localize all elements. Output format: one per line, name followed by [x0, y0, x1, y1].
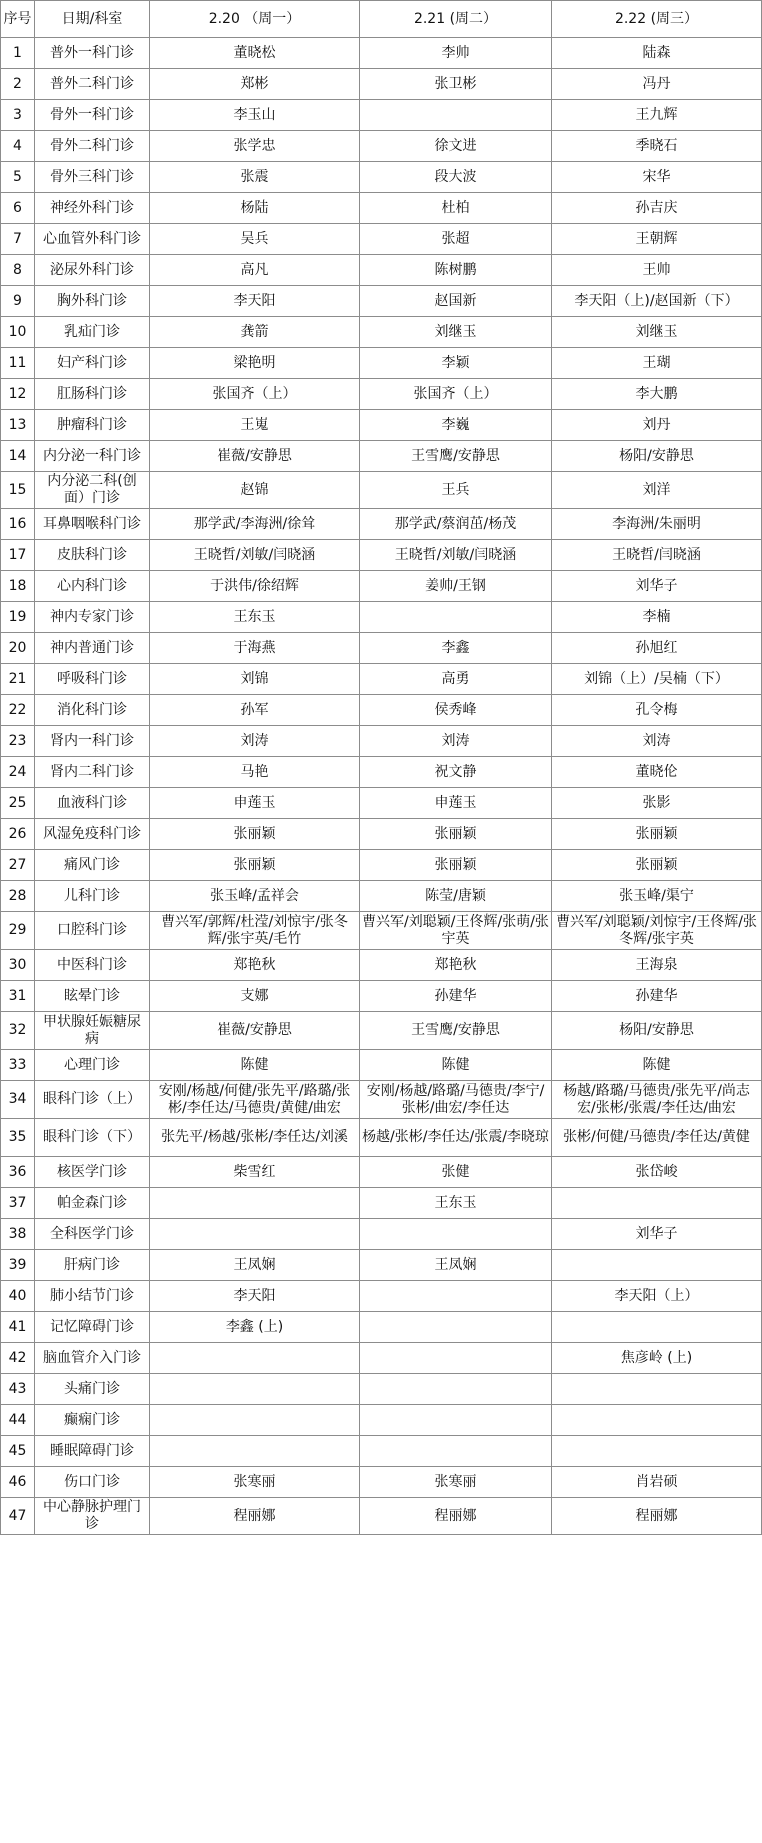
doctor-day-1 — [150, 1436, 360, 1467]
row-number: 7 — [1, 224, 35, 255]
row-number: 6 — [1, 193, 35, 224]
department-name: 骨外一科门诊 — [35, 100, 150, 131]
table-row — [1, 1467, 762, 1498]
department-name: 骨外三科门诊 — [35, 162, 150, 193]
row-number: 31 — [1, 981, 35, 1012]
schedule-body — [1, 38, 762, 1535]
table-row — [1, 602, 762, 633]
doctor-day-1 — [150, 1188, 360, 1219]
row-number: 43 — [1, 1374, 35, 1405]
row-number: 25 — [1, 788, 35, 819]
row-number: 23 — [1, 726, 35, 757]
doctor-day-2 — [360, 1343, 552, 1374]
doctor-day-3 — [552, 1436, 762, 1467]
doctor-day-2: 李鑫 — [360, 633, 552, 664]
doctor-day-2: 孙建华 — [360, 981, 552, 1012]
doctor-day-3: 孙旭红 — [552, 633, 762, 664]
doctor-day-1: 梁艳明 — [150, 348, 360, 379]
department-name: 风湿免疫科门诊 — [35, 819, 150, 850]
row-number: 4 — [1, 131, 35, 162]
doctor-day-2: 张卫彬 — [360, 69, 552, 100]
table-row — [1, 441, 762, 472]
table-row — [1, 162, 762, 193]
doctor-day-1: 张学忠 — [150, 131, 360, 162]
doctor-day-2: 李巍 — [360, 410, 552, 441]
doctor-day-3 — [552, 1250, 762, 1281]
table-row — [1, 1219, 762, 1250]
doctor-day-1: 刘涛 — [150, 726, 360, 757]
doctor-day-3: 刘华子 — [552, 571, 762, 602]
table-row — [1, 193, 762, 224]
doctor-day-1: 赵锦 — [150, 472, 360, 509]
table-row — [1, 1119, 762, 1157]
doctor-day-3: 杨阳/安静思 — [552, 1012, 762, 1050]
doctor-day-2: 李帅 — [360, 38, 552, 69]
table-row — [1, 1312, 762, 1343]
doctor-day-1: 吴兵 — [150, 224, 360, 255]
row-number: 11 — [1, 348, 35, 379]
department-name: 肝病门诊 — [35, 1250, 150, 1281]
table-row — [1, 819, 762, 850]
row-number: 34 — [1, 1081, 35, 1119]
doctor-day-3: 杨越/路璐/马德贵/张先平/尚志宏/张彬/张震/李任达/曲宏 — [552, 1081, 762, 1119]
row-number: 39 — [1, 1250, 35, 1281]
doctor-day-3: 李海洲/朱丽明 — [552, 509, 762, 540]
row-number: 18 — [1, 571, 35, 602]
doctor-day-3: 李大鹏 — [552, 379, 762, 410]
doctor-day-2: 王东玉 — [360, 1188, 552, 1219]
row-number: 19 — [1, 602, 35, 633]
doctor-day-1: 崔薇/安静思 — [150, 1012, 360, 1050]
doctor-day-1: 陈健 — [150, 1050, 360, 1081]
doctor-day-3: 季晓石 — [552, 131, 762, 162]
doctor-day-2: 姜帅/王钢 — [360, 571, 552, 602]
doctor-day-1: 于洪伟/徐绍辉 — [150, 571, 360, 602]
table-row — [1, 664, 762, 695]
doctor-day-1: 张震 — [150, 162, 360, 193]
row-number: 33 — [1, 1050, 35, 1081]
row-number: 37 — [1, 1188, 35, 1219]
department-name: 全科医学门诊 — [35, 1219, 150, 1250]
doctor-day-2: 申莲玉 — [360, 788, 552, 819]
row-number: 46 — [1, 1467, 35, 1498]
doctor-day-3: 杨阳/安静思 — [552, 441, 762, 472]
doctor-day-2: 张寒丽 — [360, 1467, 552, 1498]
row-number: 12 — [1, 379, 35, 410]
doctor-day-3: 孙吉庆 — [552, 193, 762, 224]
doctor-day-2 — [360, 1281, 552, 1312]
row-number: 29 — [1, 912, 35, 950]
table-row — [1, 950, 762, 981]
row-number: 47 — [1, 1498, 35, 1535]
row-number: 45 — [1, 1436, 35, 1467]
doctor-day-2: 段大波 — [360, 162, 552, 193]
row-number: 10 — [1, 317, 35, 348]
doctor-day-1: 李鑫 (上) — [150, 1312, 360, 1343]
row-number: 22 — [1, 695, 35, 726]
doctor-day-3: 张岱峻 — [552, 1157, 762, 1188]
department-name: 核医学门诊 — [35, 1157, 150, 1188]
row-number: 26 — [1, 819, 35, 850]
row-number: 24 — [1, 757, 35, 788]
doctor-day-3: 宋华 — [552, 162, 762, 193]
department-name: 妇产科门诊 — [35, 348, 150, 379]
table-row — [1, 69, 762, 100]
doctor-day-2: 王晓哲/刘敏/闫晓涵 — [360, 540, 552, 571]
department-name: 乳疝门诊 — [35, 317, 150, 348]
doctor-day-3: 程丽娜 — [552, 1498, 762, 1535]
department-name: 眩晕门诊 — [35, 981, 150, 1012]
doctor-day-3: 李天阳（上)/赵国新（下） — [552, 286, 762, 317]
row-number: 27 — [1, 850, 35, 881]
doctor-day-3: 冯丹 — [552, 69, 762, 100]
doctor-day-2 — [360, 1436, 552, 1467]
department-name: 睡眠障碍门诊 — [35, 1436, 150, 1467]
table-row — [1, 757, 762, 788]
doctor-day-1: 刘锦 — [150, 664, 360, 695]
doctor-day-2 — [360, 602, 552, 633]
doctor-day-1: 曹兴军/郭辉/杜滢/刘惊宇/张冬辉/张宇英/毛竹 — [150, 912, 360, 950]
table-row — [1, 633, 762, 664]
doctor-day-1 — [150, 1405, 360, 1436]
doctor-day-3: 陈健 — [552, 1050, 762, 1081]
doctor-day-2 — [360, 1312, 552, 1343]
row-number: 15 — [1, 472, 35, 509]
doctor-day-2: 王兵 — [360, 472, 552, 509]
table-row — [1, 472, 762, 509]
doctor-day-2: 王雪鹰/安静思 — [360, 1012, 552, 1050]
doctor-day-3: 刘华子 — [552, 1219, 762, 1250]
doctor-day-3: 刘锦（上）/吴楠（下） — [552, 664, 762, 695]
department-name: 肾内一科门诊 — [35, 726, 150, 757]
table-row — [1, 224, 762, 255]
doctor-day-3 — [552, 1405, 762, 1436]
row-number: 17 — [1, 540, 35, 571]
doctor-day-3: 李楠 — [552, 602, 762, 633]
doctor-day-1: 程丽娜 — [150, 1498, 360, 1535]
row-number: 1 — [1, 38, 35, 69]
doctor-day-2: 陈莹/唐颖 — [360, 881, 552, 912]
doctor-day-3: 曹兴军/刘聪颖/刘惊宇/王佟辉/张冬辉/张宇英 — [552, 912, 762, 950]
department-name: 内分泌一科门诊 — [35, 441, 150, 472]
doctor-day-3: 张丽颖 — [552, 850, 762, 881]
doctor-day-2: 张国齐（上） — [360, 379, 552, 410]
doctor-day-2 — [360, 100, 552, 131]
row-number: 20 — [1, 633, 35, 664]
doctor-day-1: 王东玉 — [150, 602, 360, 633]
department-name: 中医科门诊 — [35, 950, 150, 981]
table-row — [1, 379, 762, 410]
table-row — [1, 1374, 762, 1405]
row-number: 32 — [1, 1012, 35, 1050]
row-number: 40 — [1, 1281, 35, 1312]
doctor-day-2: 李颖 — [360, 348, 552, 379]
doctor-day-1 — [150, 1219, 360, 1250]
doctor-day-1: 柴雪红 — [150, 1157, 360, 1188]
doctor-day-2 — [360, 1219, 552, 1250]
doctor-day-1: 王凤娴 — [150, 1250, 360, 1281]
department-name: 消化科门诊 — [35, 695, 150, 726]
table-row — [1, 38, 762, 69]
row-number: 30 — [1, 950, 35, 981]
table-row — [1, 317, 762, 348]
table-row — [1, 286, 762, 317]
doctor-day-2: 那学武/蔡润茁/杨茂 — [360, 509, 552, 540]
department-name: 口腔科门诊 — [35, 912, 150, 950]
doctor-day-1 — [150, 1374, 360, 1405]
department-name: 内分泌二科(创面）门诊 — [35, 472, 150, 509]
department-name: 胸外科门诊 — [35, 286, 150, 317]
department-name: 血液科门诊 — [35, 788, 150, 819]
doctor-day-3: 刘洋 — [552, 472, 762, 509]
row-number: 5 — [1, 162, 35, 193]
doctor-day-3 — [552, 1188, 762, 1219]
doctor-day-3: 王九辉 — [552, 100, 762, 131]
doctor-day-2: 张超 — [360, 224, 552, 255]
department-name: 伤口门诊 — [35, 1467, 150, 1498]
row-number: 13 — [1, 410, 35, 441]
doctor-day-3: 孔令梅 — [552, 695, 762, 726]
doctor-day-1: 申莲玉 — [150, 788, 360, 819]
doctor-day-3: 孙建华 — [552, 981, 762, 1012]
doctor-day-3: 王瑚 — [552, 348, 762, 379]
row-number: 21 — [1, 664, 35, 695]
table-row — [1, 1436, 762, 1467]
doctor-day-3: 陆森 — [552, 38, 762, 69]
doctor-day-1: 高凡 — [150, 255, 360, 286]
header-day-1: 2.20 （周一） — [150, 1, 360, 38]
row-number: 41 — [1, 1312, 35, 1343]
table-row — [1, 695, 762, 726]
doctor-day-2: 张健 — [360, 1157, 552, 1188]
table-row — [1, 788, 762, 819]
row-number: 42 — [1, 1343, 35, 1374]
doctor-day-2: 陈树鹏 — [360, 255, 552, 286]
doctor-day-3: 王晓哲/闫晓涵 — [552, 540, 762, 571]
header-no: 序号 — [1, 1, 35, 38]
doctor-day-1: 李天阳 — [150, 1281, 360, 1312]
doctor-day-1: 那学武/李海洲/徐耸 — [150, 509, 360, 540]
table-row — [1, 1281, 762, 1312]
doctor-day-1: 孙军 — [150, 695, 360, 726]
table-row — [1, 255, 762, 286]
doctor-day-1: 张先平/杨越/张彬/李任达/刘溪 — [150, 1119, 360, 1157]
doctor-day-2: 王凤娴 — [360, 1250, 552, 1281]
department-name: 帕金森门诊 — [35, 1188, 150, 1219]
department-name: 呼吸科门诊 — [35, 664, 150, 695]
doctor-day-1: 杨陆 — [150, 193, 360, 224]
department-name: 心理门诊 — [35, 1050, 150, 1081]
row-number: 8 — [1, 255, 35, 286]
table-row — [1, 1012, 762, 1050]
header-day-2: 2.21 (周二） — [360, 1, 552, 38]
department-name: 耳鼻咽喉科门诊 — [35, 509, 150, 540]
department-name: 头痛门诊 — [35, 1374, 150, 1405]
department-name: 普外二科门诊 — [35, 69, 150, 100]
doctor-day-1: 张丽颖 — [150, 850, 360, 881]
doctor-day-2: 刘涛 — [360, 726, 552, 757]
row-number: 3 — [1, 100, 35, 131]
doctor-day-2: 王雪鹰/安静思 — [360, 441, 552, 472]
doctor-day-3: 王海泉 — [552, 950, 762, 981]
doctor-day-1: 董晓松 — [150, 38, 360, 69]
table-row — [1, 1188, 762, 1219]
doctor-day-1: 李玉山 — [150, 100, 360, 131]
header-row — [1, 1, 762, 38]
table-row — [1, 410, 762, 441]
doctor-day-2 — [360, 1374, 552, 1405]
table-row — [1, 509, 762, 540]
doctor-day-1: 李天阳 — [150, 286, 360, 317]
doctor-day-1: 王嵬 — [150, 410, 360, 441]
doctor-day-2 — [360, 1405, 552, 1436]
department-name: 肛肠科门诊 — [35, 379, 150, 410]
doctor-day-3: 肖岩硕 — [552, 1467, 762, 1498]
table-row — [1, 881, 762, 912]
doctor-day-2: 高勇 — [360, 664, 552, 695]
row-number: 9 — [1, 286, 35, 317]
doctor-day-2: 侯秀峰 — [360, 695, 552, 726]
doctor-day-2: 徐文进 — [360, 131, 552, 162]
department-name: 眼科门诊（上） — [35, 1081, 150, 1119]
row-number: 35 — [1, 1119, 35, 1157]
doctor-day-1: 张丽颖 — [150, 819, 360, 850]
department-name: 神内专家门诊 — [35, 602, 150, 633]
doctor-day-2: 张丽颖 — [360, 819, 552, 850]
table-row — [1, 850, 762, 881]
department-name: 眼科门诊（下） — [35, 1119, 150, 1157]
row-number: 38 — [1, 1219, 35, 1250]
doctor-day-2: 安刚/杨越/路璐/马德贵/李宁/张彬/曲宏/李任达 — [360, 1081, 552, 1119]
table-row — [1, 1498, 762, 1535]
table-row — [1, 100, 762, 131]
doctor-day-2: 程丽娜 — [360, 1498, 552, 1535]
department-name: 儿科门诊 — [35, 881, 150, 912]
doctor-day-1: 王晓哲/刘敏/闫晓涵 — [150, 540, 360, 571]
doctor-day-3: 刘继玉 — [552, 317, 762, 348]
doctor-day-1: 崔薇/安静思 — [150, 441, 360, 472]
table-row — [1, 1250, 762, 1281]
row-number: 44 — [1, 1405, 35, 1436]
doctor-day-3: 张彬/何健/马德贵/李任达/黄健 — [552, 1119, 762, 1157]
row-number: 28 — [1, 881, 35, 912]
table-row — [1, 1081, 762, 1119]
doctor-day-1 — [150, 1343, 360, 1374]
department-name: 痛风门诊 — [35, 850, 150, 881]
doctor-day-3: 李天阳（上） — [552, 1281, 762, 1312]
department-name: 神经外科门诊 — [35, 193, 150, 224]
table-row — [1, 571, 762, 602]
table-row — [1, 1343, 762, 1374]
department-name: 骨外二科门诊 — [35, 131, 150, 162]
department-name: 肾内二科门诊 — [35, 757, 150, 788]
department-name: 肿瘤科门诊 — [35, 410, 150, 441]
department-name: 中心静脉护理门诊 — [35, 1498, 150, 1535]
table-row — [1, 1405, 762, 1436]
doctor-day-3: 王朝辉 — [552, 224, 762, 255]
doctor-day-2: 祝文静 — [360, 757, 552, 788]
table-row — [1, 726, 762, 757]
doctor-day-1: 张国齐（上） — [150, 379, 360, 410]
row-number: 36 — [1, 1157, 35, 1188]
doctor-day-1: 龚箭 — [150, 317, 360, 348]
department-name: 普外一科门诊 — [35, 38, 150, 69]
doctor-day-2: 陈健 — [360, 1050, 552, 1081]
doctor-day-1: 安刚/杨越/何健/张先平/路璐/张彬/李任达/马德贵/黄健/曲宏 — [150, 1081, 360, 1119]
doctor-day-2: 杜柏 — [360, 193, 552, 224]
doctor-day-2: 杨越/张彬/李任达/张震/李晓琼 — [360, 1119, 552, 1157]
department-name: 心内科门诊 — [35, 571, 150, 602]
doctor-day-2: 刘继玉 — [360, 317, 552, 348]
doctor-day-3: 焦彦岭 (上) — [552, 1343, 762, 1374]
table-row — [1, 1157, 762, 1188]
table-row — [1, 131, 762, 162]
doctor-day-1: 张玉峰/孟祥会 — [150, 881, 360, 912]
doctor-day-1: 张寒丽 — [150, 1467, 360, 1498]
doctor-day-3 — [552, 1312, 762, 1343]
doctor-day-2: 郑艳秋 — [360, 950, 552, 981]
doctor-day-2: 张丽颖 — [360, 850, 552, 881]
doctor-day-2: 赵国新 — [360, 286, 552, 317]
row-number: 2 — [1, 69, 35, 100]
doctor-day-3: 张丽颖 — [552, 819, 762, 850]
doctor-day-2: 曹兴军/刘聪颖/王佟辉/张萌/张宇英 — [360, 912, 552, 950]
table-row — [1, 912, 762, 950]
row-number: 14 — [1, 441, 35, 472]
row-number: 16 — [1, 509, 35, 540]
doctor-day-3: 刘丹 — [552, 410, 762, 441]
department-name: 甲状腺妊娠糖尿病 — [35, 1012, 150, 1050]
department-name: 癫痫门诊 — [35, 1405, 150, 1436]
header-day-3: 2.22 (周三） — [552, 1, 762, 38]
department-name: 脑血管介入门诊 — [35, 1343, 150, 1374]
header-dept: 日期/科室 — [35, 1, 150, 38]
doctor-day-3: 刘涛 — [552, 726, 762, 757]
department-name: 皮肤科门诊 — [35, 540, 150, 571]
department-name: 神内普通门诊 — [35, 633, 150, 664]
department-name: 泌尿外科门诊 — [35, 255, 150, 286]
doctor-day-1: 郑彬 — [150, 69, 360, 100]
doctor-day-3: 董晓伦 — [552, 757, 762, 788]
doctor-day-1: 马艳 — [150, 757, 360, 788]
department-name: 记忆障碍门诊 — [35, 1312, 150, 1343]
doctor-day-1: 支娜 — [150, 981, 360, 1012]
doctor-day-3: 张玉峰/渠宁 — [552, 881, 762, 912]
table-row — [1, 1050, 762, 1081]
doctor-day-3 — [552, 1374, 762, 1405]
table-row — [1, 348, 762, 379]
doctor-day-3: 张影 — [552, 788, 762, 819]
table-row — [1, 981, 762, 1012]
doctor-day-1: 郑艳秋 — [150, 950, 360, 981]
department-name: 肺小结节门诊 — [35, 1281, 150, 1312]
doctor-day-3: 王帅 — [552, 255, 762, 286]
table-row — [1, 540, 762, 571]
department-name: 心血管外科门诊 — [35, 224, 150, 255]
doctor-day-1: 于海燕 — [150, 633, 360, 664]
